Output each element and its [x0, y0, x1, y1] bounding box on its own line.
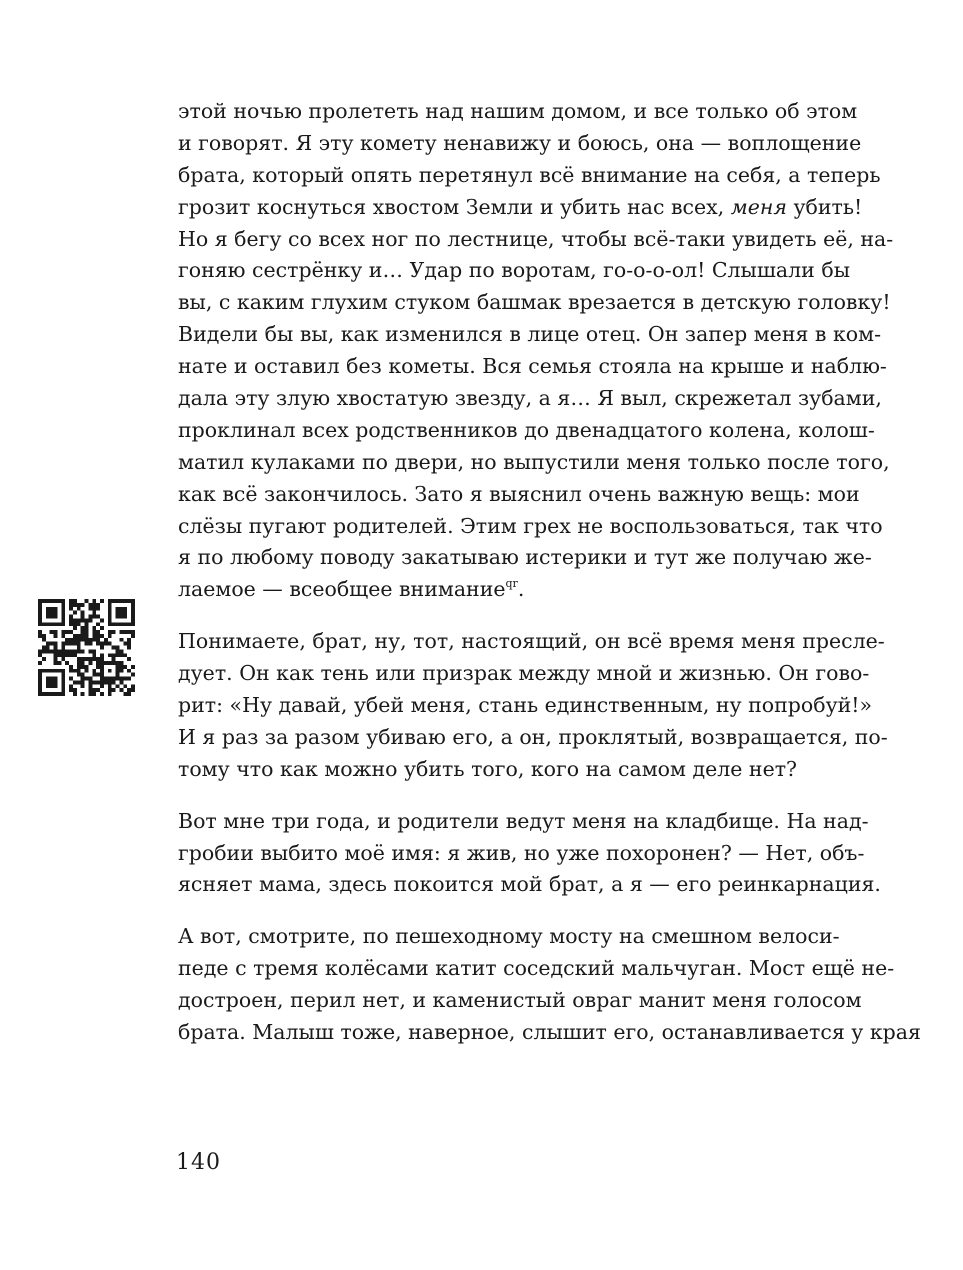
text-line [178, 415, 875, 447]
text-segment: матил кулаками по двери, но выпустили меня только после того, [178, 449, 890, 474]
text-line [178, 542, 872, 574]
paragraph [178, 921, 921, 1049]
text-line [178, 838, 865, 870]
text-line [178, 869, 881, 901]
text-segment: гоняю сестрёнку и… Удар по воротам, го-о-о-ол! Слышали бы [178, 258, 851, 283]
text-segment: . [517, 577, 525, 602]
text-line [178, 953, 895, 985]
italic-text: меня [730, 194, 787, 219]
paragraph [178, 96, 894, 606]
text-line [178, 255, 851, 287]
text-line [178, 511, 883, 543]
text-line [178, 806, 869, 838]
text-line [178, 921, 840, 953]
paragraph [178, 806, 881, 902]
text-line [178, 626, 885, 658]
text-line [178, 192, 863, 224]
text-segment: как всё закончилось. Зато я выяснил очень важную вещь: мои [178, 481, 860, 506]
text-segment: дала эту злую хвостатую звезду, а я… Я выл, скрежетал зубами, [178, 386, 882, 411]
text-segment: грозит коснуться хвостом Земли и убить нас всех, [178, 194, 731, 219]
page-number: 140 [176, 1150, 221, 1175]
text-line [178, 722, 888, 754]
text-line [178, 658, 870, 690]
text-line [178, 224, 894, 256]
text-segment: брата, который опять перетянул всё внимание на себя, а теперь [178, 162, 881, 187]
text-line [178, 985, 862, 1017]
text-segment: проклинал всех родственников до двенадцатого колена, колош- [178, 417, 875, 442]
page-text [178, 96, 921, 1049]
text-line [178, 479, 860, 511]
qr-code-icon [38, 599, 135, 696]
text-line [178, 1017, 921, 1049]
text-segment: Вот мне три года, и родители ведут меня на кладбище. На над- [178, 808, 869, 833]
text-segment: тому что как можно убить того, кого на самом деле нет? [178, 756, 798, 781]
text-segment: вы, с каким глухим стуком башмак врезается в детскую головку! [178, 290, 891, 315]
text-line [178, 447, 890, 479]
text-segment: этой ночью пролететь над нашим домом, и все только об этом [178, 99, 858, 123]
text-line [178, 690, 873, 722]
text-segment: убить! [786, 194, 863, 219]
text-line [178, 160, 881, 192]
text-line [178, 128, 862, 160]
text-segment: ясняет мама, здесь покоится мой брат, а я — его реинкарнация. [178, 872, 881, 897]
text-segment: лаемое — всеобщее внимание [178, 577, 506, 602]
text-segment: А вот, смотрите, по пешеходному мосту на смешном велоси- [178, 924, 840, 949]
text-segment: и говорят. Я эту комету ненавижу и боюсь, она — воплощение [178, 130, 862, 155]
text-segment: Видели бы вы, как изменился в лице отец. Он запер меня в ком- [178, 322, 882, 347]
text-line [178, 96, 858, 128]
text-line [178, 574, 830, 606]
text-line [178, 351, 887, 383]
text-line [178, 754, 830, 786]
text-segment: достроен, перил нет, и каменистый овраг манит меня голосом [178, 988, 862, 1013]
text-segment: дует. Он как тень или призрак между мной и жизнью. Он гово- [178, 661, 870, 686]
text-segment: Понимаете, брат, ну, тот, настоящий, он всё время меня пресле- [178, 629, 885, 654]
text-segment: рит: «Ну давай, убей меня, стань единственным, ну попробуй!» [178, 693, 873, 718]
text-segment: гробии выбито моё имя: я жив, но уже похоронен? — Нет, объ- [178, 840, 865, 865]
text-line [178, 287, 891, 319]
text-line [178, 319, 882, 351]
text-segment: слёзы пугают родителей. Этим грех не воспользоваться, так что [178, 513, 883, 538]
text-line [178, 383, 882, 415]
text-segment: И я раз за разом убиваю его, а он, проклятый, возвращается, по- [178, 724, 888, 749]
paragraph [178, 626, 888, 785]
text-segment: нате и оставил без кометы. Вся семья стояла на крыше и наблю- [178, 354, 887, 379]
text-segment: брата. Малыш тоже, наверное, слышит его, останавливается у края [178, 1020, 921, 1045]
text-segment: я по любому поводу закатываю истерики и тут же получаю же- [178, 545, 872, 570]
footnote-marker: qr [505, 577, 518, 591]
text-segment: педе с тремя колёсами катит соседский мальчуган. Мост ещё не- [178, 956, 895, 981]
text-segment: Но я бегу со всех ног по лестнице, чтобы всё-таки увидеть её, на- [178, 226, 894, 251]
